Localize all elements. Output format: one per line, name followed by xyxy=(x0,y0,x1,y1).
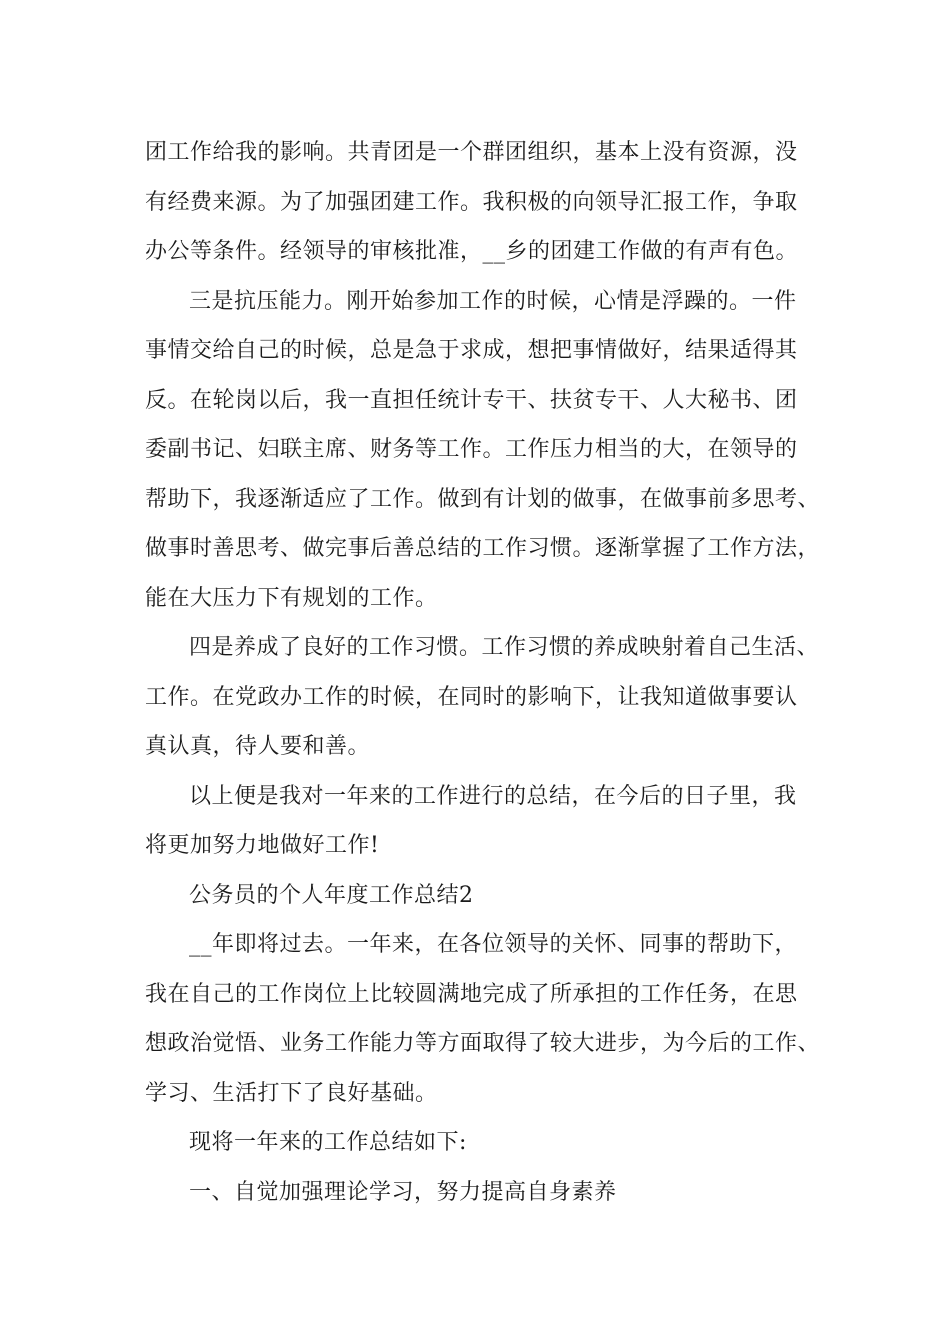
text-line: 事情交给自己的时候，总是急于求成，想把事情做好，结果适得其 xyxy=(145,338,798,363)
text-line: 将更加努力地做好工作! xyxy=(145,833,380,858)
text-line: 三是抗压能力。刚开始参加工作的时候，心情是浮躁的。一件 xyxy=(189,288,797,314)
text-line: 委副书记、妇联主席、财务等工作。工作压力相当的大，在领导的 xyxy=(145,437,798,462)
text-line: 工作。在党政办工作的时候，在同时的影响下，让我知道做事要认 xyxy=(145,684,798,710)
text-line: __年即将过去。一年来，在各位领导的关怀、同事的帮助下， xyxy=(189,932,798,957)
text-line: 有经费来源。为了加强团建工作。我积极的向领导汇报工作，争取 xyxy=(145,189,798,215)
text-line: 一、自觉加强理论学习，努力提高自身素养 xyxy=(189,1179,617,1205)
text-line: 四是养成了良好的工作习惯。工作习惯的养成映射着自己生活、 xyxy=(189,635,820,660)
text-line: 现将一年来的工作总结如下: xyxy=(189,1130,467,1155)
text-line: 帮助下，我逐渐适应了工作。做到有计划的做事，在做事前多思考、 xyxy=(145,486,821,512)
text-line: 想政治觉悟、业务工作能力等方面取得了较大进步，为今后的工作、 xyxy=(145,1031,821,1056)
text-line: 团工作给我的影响。共青团是一个群团组织，基本上没有资源，没 xyxy=(145,140,798,165)
text-line: 以上便是我对一年来的工作进行的总结，在今后的日子里，我 xyxy=(189,783,797,809)
text-line: 办公等条件。经领导的审核批准，__乡的团建工作做的有声有色。 xyxy=(145,239,799,264)
text-line: 能在大压力下有规划的工作。 xyxy=(145,585,438,611)
text-line: 学习、生活打下了良好基础。 xyxy=(145,1080,438,1106)
text-line: 公务员的个人年度工作总结2 xyxy=(189,882,474,908)
document-body xyxy=(145,128,830,1217)
text-line: 我在自己的工作岗位上比较圆满地完成了所承担的工作任务，在思 xyxy=(145,981,798,1007)
text-line: 做事时善思考、做完事后善总结的工作习惯。逐渐掌握了工作方法， xyxy=(145,536,821,561)
text-line: 真认真，待人要和善。 xyxy=(145,734,371,759)
text-line: 反。在轮岗以后，我一直担任统计专干、扶贫专干、人大秘书、团 xyxy=(145,387,798,413)
